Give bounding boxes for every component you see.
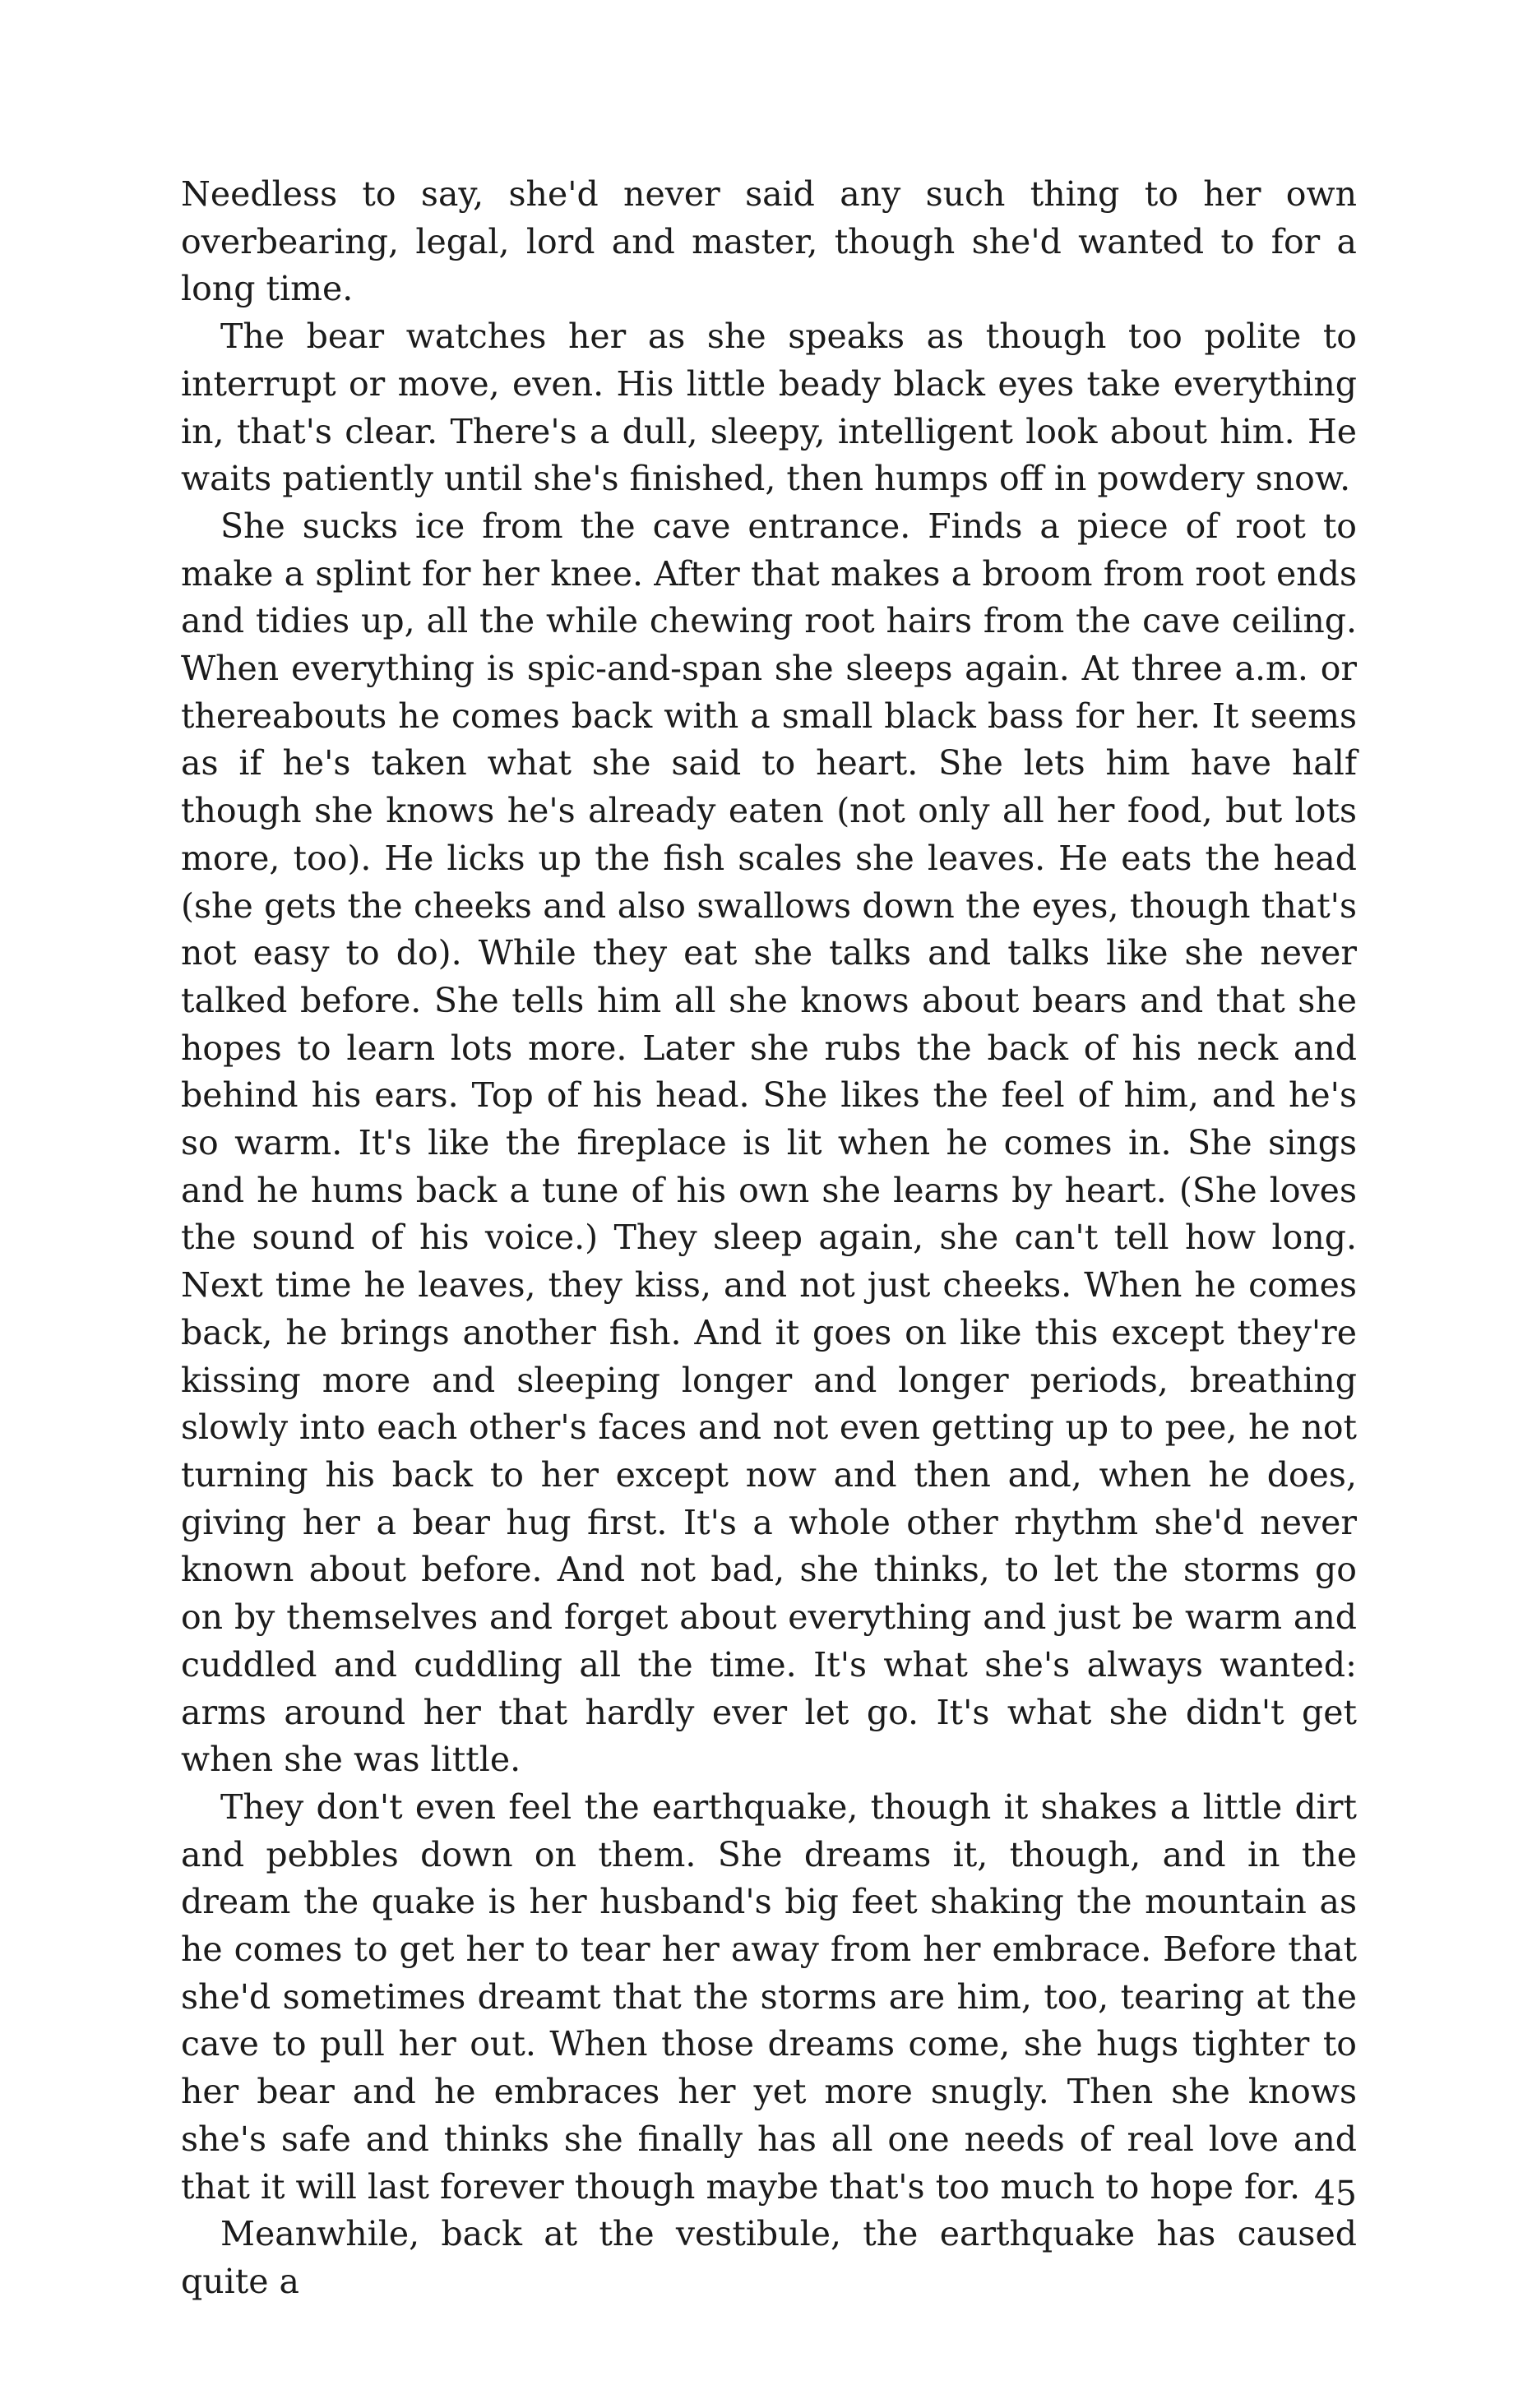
paragraph-5: Meanwhile, back at the vestibule, the earthquake has caused quite a <box>181 2214 1357 2301</box>
page-number: 45 <box>1313 2174 1357 2213</box>
paragraph-2: The bear watches her as she speaks as though too polite to interrupt or move, even. His little beady black eyes take everything in, that's clear. There's a dull, sleepy, intelligent look about him. He waits patiently until she's finished, then humps off in powdery snow. <box>181 317 1357 499</box>
paragraph-1: Needless to say, she'd never said any such thing to her own overbearing, legal, lord and master, though she'd wanted to for a long time. <box>181 174 1357 309</box>
body-text <box>181 171 1357 2306</box>
paragraph-4: They don't even feel the earthquake, though it shakes a little dirt and pebbles down on them. She dreams it, though, and in the dream the quake is her husband's big feet shaking the mountain as he comes to get her to tear her away from her embrace. Before that she'd sometimes dreamt that the storms are him, too, tearing at the cave to pull her out. When those dreams come, she hugs tighter to her bear and he embraces her yet more snugly. Then she knows she's safe and thinks she finally has all one needs of real love and that it will last forever though maybe that's too much to hope for. <box>181 1786 1357 2207</box>
paragraph-3: She sucks ice from the cave entrance. Finds a piece of root to make a splint for her knee. After that makes a broom from root ends and tidies up, all the while chewing root hairs from the cave ceiling. When everything is spic-and-span she sleeps again. At three a.m. or thereabouts he comes back with a small black bass for her. It seems as if he's taken what she said to heart. She lets him have half though she knows he's already eaten (not only all her food, but lots more, too). He licks up the fish scales she leaves. He eats the head (she gets the cheeks and also swallows down the eyes, though that's not easy to do). While they eat she talks and talks like she never talked before. She tells him all she knows about bears and that she hopes to learn lots more. Later she rubs the back of his neck and behind his ears. Top of his head. She likes the feel of him, and he's so warm. It's like the fireplace is lit when he comes in. She sings and he hums back a tune of his own she learns by heart. (She loves the sound of his voice.) They sleep again, she can't tell how long. Next time he leaves, they kiss, and not just cheeks. When he comes back, he brings another fish. And it goes on like this except they're kissing more and sleeping longer and longer periods, breathing slowly into each other's faces and not even getting up to pee, he not turning his back to her except now and then and, when he does, giving her a bear hug first. It's a whole other rhythm she'd never known about before. And not bad, she thinks, to let the storms go on by themselves and forget about everything and just be warm and cuddled and cuddling all the time. It's what she's always wanted: arms around her that hardly ever let go. It's what she didn't get when she was little. <box>181 506 1357 1780</box>
